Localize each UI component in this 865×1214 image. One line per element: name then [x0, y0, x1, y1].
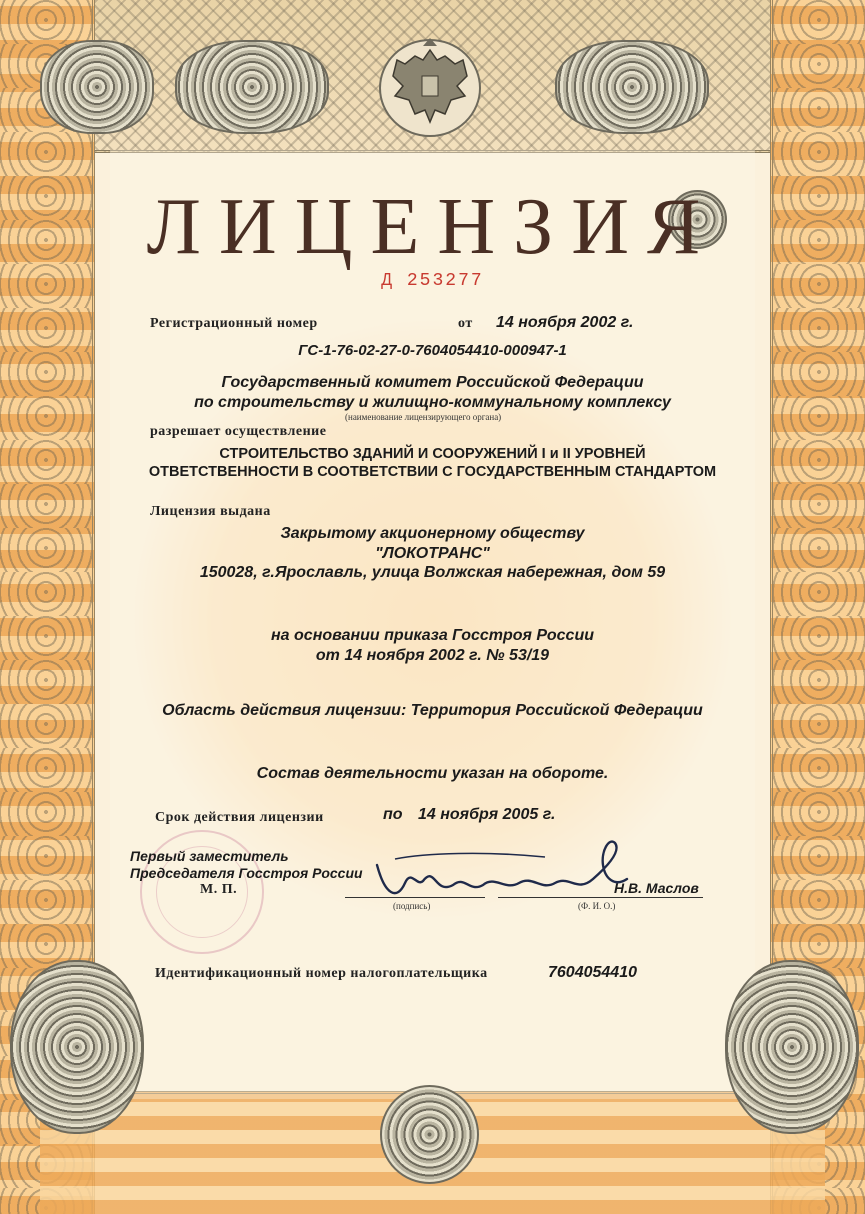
permits-label: разрешает осуществление — [150, 424, 327, 439]
registration-number: ГС-1-76-02-27-0-7604054410-000947-1 — [298, 342, 567, 359]
signatory-title-line-1: Первый заместитель — [130, 848, 289, 864]
validity-prefix: по — [383, 806, 403, 823]
signature-line — [345, 897, 485, 898]
issued-to-company: "ЛОКОТРАНС" — [375, 545, 490, 562]
licensor-line-2: по строительству и жилищно-коммунальному комплексу — [194, 394, 671, 411]
activities-note: Состав деятельности указан на обороте. — [256, 765, 609, 782]
series-number: Д 253277 — [381, 271, 484, 291]
registration-label: Регистрационный номер — [150, 316, 318, 331]
signatory-name: Н.В. Маслов — [614, 880, 699, 896]
license-scope: Область действия лицензии: Территория Российской Федерации — [162, 702, 703, 719]
licensor-line-1: Государственный комитет Российской Федерации — [221, 374, 644, 391]
taxpayer-id-label: Идентификационный номер налогоплательщика — [155, 966, 488, 981]
rosette-top-right-icon — [555, 40, 709, 134]
basis-line-1: на основании приказа Госстроя России — [271, 627, 594, 644]
issued-to-label: Лицензия выдана — [150, 504, 271, 519]
rosette-bottom-left-icon — [10, 960, 144, 1134]
taxpayer-id-number: 7604054410 — [548, 964, 637, 981]
name-hint: (Ф. И. О.) — [578, 901, 616, 911]
basis-line-2: от 14 ноября 2002 г. № 53/19 — [315, 647, 550, 664]
name-line — [498, 897, 703, 898]
permits-line-1: СТРОИТЕЛЬСТВО ЗДАНИЙ И СООРУЖЕНИЙ I и II УРОВНЕЙ — [219, 446, 646, 462]
seal-mark: М. П. — [200, 882, 238, 897]
rosette-top-center-left-icon — [175, 40, 329, 134]
issued-to-address: 150028, г.Ярославль, улица Волжская набережная, дом 59 — [199, 564, 666, 581]
document-title: ЛИЦЕНЗИЯ — [146, 183, 719, 271]
rosette-bottom-right-icon — [725, 960, 859, 1134]
rosette-top-left-icon — [40, 40, 154, 134]
signature-hint: (подпись) — [393, 901, 431, 911]
signatory-title-line-2: Председателя Госстроя России — [130, 865, 363, 881]
permits-line-2: ОТВЕТСТВЕННОСТИ В СООТВЕТСТВИИ С ГОСУДАРСТВЕННЫМ СТАНДАРТОМ — [148, 464, 717, 480]
double-headed-eagle-emblem-icon — [375, 30, 485, 140]
licensor-hint: (наименование лицензирующего органа) — [345, 412, 502, 422]
rosette-bottom-center-icon — [380, 1085, 479, 1184]
document-field — [110, 150, 755, 1099]
validity-label: Срок действия лицензии — [155, 810, 324, 825]
registration-date-prefix: от — [458, 316, 473, 331]
registration-date: 14 ноября 2002 г. — [496, 314, 634, 331]
issued-to-line-1: Закрытому акционерному обществу — [280, 525, 585, 542]
validity-date: 14 ноября 2005 г. — [418, 806, 556, 823]
